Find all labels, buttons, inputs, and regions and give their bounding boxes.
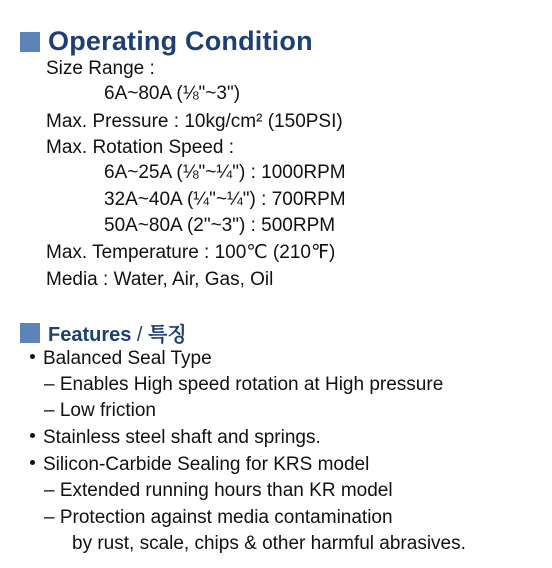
feature-sub-item: – Extended running hours than KR model <box>44 480 393 501</box>
square-bullet-icon <box>20 32 40 52</box>
max-pressure: Max. Pressure : 10kg/cm² (150PSI) <box>46 111 343 132</box>
features-title: Features / 특징 <box>48 324 187 346</box>
size-range-label: Size Range : <box>46 58 155 79</box>
rotation-speed-row: 6A~25A (⅛"~¼") : 1000RPM <box>104 162 346 183</box>
bullet-dot-icon <box>30 354 35 359</box>
features-heading <box>20 318 187 347</box>
size-range-value: 6A~80A (⅛"~3") <box>104 83 241 104</box>
media: Media : Water, Air, Gas, Oil <box>46 269 274 290</box>
operating-condition-heading <box>20 26 313 57</box>
feature-bullet: Stainless steel shaft and springs. <box>30 426 321 450</box>
operating-condition-title: Operating Condition <box>48 26 313 56</box>
max-temperature: Max. Temperature : 100℃ (210℉) <box>46 242 336 263</box>
feature-sub-item: – Protection against media contamination <box>44 507 393 528</box>
feature-sub-item: – Low friction <box>44 400 156 421</box>
feature-bullet: Balanced Seal Type <box>30 347 212 371</box>
bullet-dot-icon <box>30 460 35 465</box>
rotation-speed-row: 50A~80A (2"~3") : 500RPM <box>104 215 336 236</box>
rotation-speed-row: 32A~40A (¼"~¼") : 700RPM <box>104 189 346 210</box>
feature-sub-item: – Enables High speed rotation at High pressure <box>44 374 444 395</box>
feature-bullet: Silicon-Carbide Sealing for KRS model <box>30 453 369 477</box>
feature-sub-item-continuation: by rust, scale, chips & other harmful abrasives. <box>72 533 466 554</box>
max-rotation-speed-label: Max. Rotation Speed : <box>46 137 234 158</box>
square-bullet-icon <box>20 323 40 343</box>
bullet-dot-icon <box>30 433 35 438</box>
